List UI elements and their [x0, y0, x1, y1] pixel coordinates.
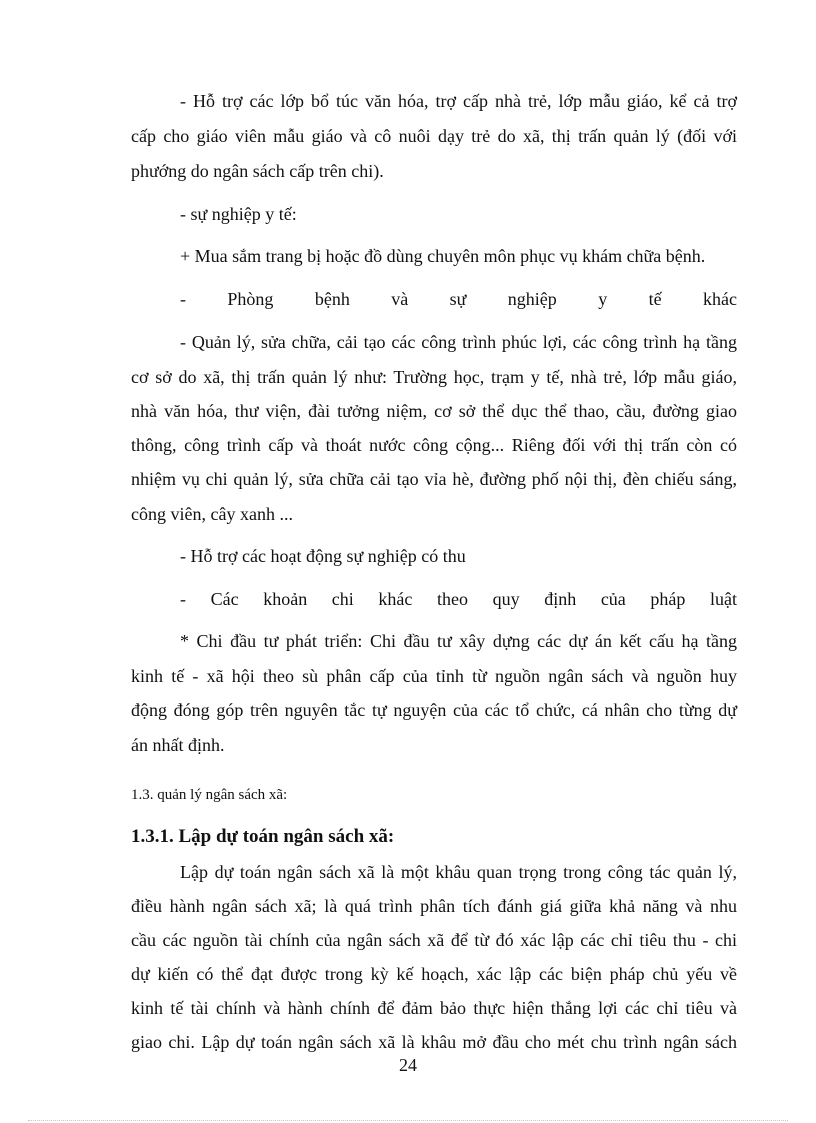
text-line: - Phòng bệnh và sự nghiệp y tế khác: [180, 289, 737, 309]
text-line: - Hỗ trợ các hoạt động sự nghiệp có thu: [180, 546, 466, 566]
text-line: giao chi. Lập dự toán ngân sách xã là khâu mở đầu cho mét chu trình ngân sách: [131, 1032, 737, 1052]
text-line: kinh tế - xã hội theo sù phân cấp của tỉnh từ nguồn ngân sách và nguồn huy: [131, 666, 737, 686]
text-line: dự kiến có thể đạt được trong kỳ kế hoạch, xác lập các biện pháp chủ yếu về: [131, 964, 737, 984]
text-line: động đóng góp trên nguyên tắc tự nguyện của các tổ chức, cá nhân cho từng dự: [131, 700, 737, 720]
text-line: + Mua sắm trang bị hoặc đồ dùng chuyên môn phục vụ khám chữa bệnh.: [180, 246, 706, 266]
text-line: - sự nghiệp y tế:: [180, 204, 297, 224]
text-line: Lập dự toán ngân sách xã là một khâu quan trọng trong công tác quản lý,: [180, 862, 737, 882]
text-line: thông, công trình cấp và thoát nước công cộng... Riêng đối với thị trấn còn có: [131, 435, 737, 455]
text-line: điều hành ngân sách xã; là quá trình phân tích đánh giá giữa khả năng và nhu: [131, 896, 737, 916]
section-heading: 1.3. quản lý ngân sách xã:: [131, 787, 288, 803]
page-bottom-divider: [28, 1120, 788, 1121]
text-line: phướng do ngân sách cấp trên chi).: [131, 161, 384, 181]
page-number: 24: [399, 1055, 417, 1075]
text-line: - Các khoản chi khác theo quy định của pháp luật: [180, 589, 737, 609]
text-line: cấp cho giáo viên mẫu giáo và cô nuôi dạy trẻ do xã, thị trấn quản lý (đối với: [131, 126, 737, 146]
text-line: án nhất định.: [131, 735, 225, 755]
text-line: * Chi đầu tư phát triển: Chi đầu tư xây dựng các dự án kết cấu hạ tầng: [180, 631, 737, 651]
text-line: cơ sở do xã, thị trấn quản lý như: Trường học, trạm y tế, nhà trẻ, lớp mẫu giáo,: [131, 367, 737, 387]
text-line: - Hỗ trợ các lớp bổ túc văn hóa, trợ cấp nhà trẻ, lớp mẫu giáo, kể cả trợ: [180, 91, 737, 111]
text-line: công viên, cây xanh ...: [131, 504, 293, 524]
text-line: - Quản lý, sửa chữa, cải tạo các công trình phúc lợi, các công trình hạ tầng: [180, 332, 737, 352]
text-line: nhà văn hóa, thư viện, đài tưởng niệm, cơ sở thể dục thể thao, cầu, đường giao: [131, 401, 737, 421]
text-line: nhiệm vụ chi quản lý, sửa chữa cải tạo vỉa hè, đường phố nội thị, đèn chiếu sáng,: [131, 469, 737, 489]
subsection-heading: 1.3.1. Lập dự toán ngân sách xã:: [131, 826, 395, 847]
text-line: kinh tế tài chính và hành chính để đảm bảo thực hiện thắng lợi các chỉ tiêu và: [131, 998, 737, 1018]
text-line: cầu các nguồn tài chính của ngân sách xã để từ đó xác lập các chỉ tiêu thu - chi: [131, 930, 737, 950]
